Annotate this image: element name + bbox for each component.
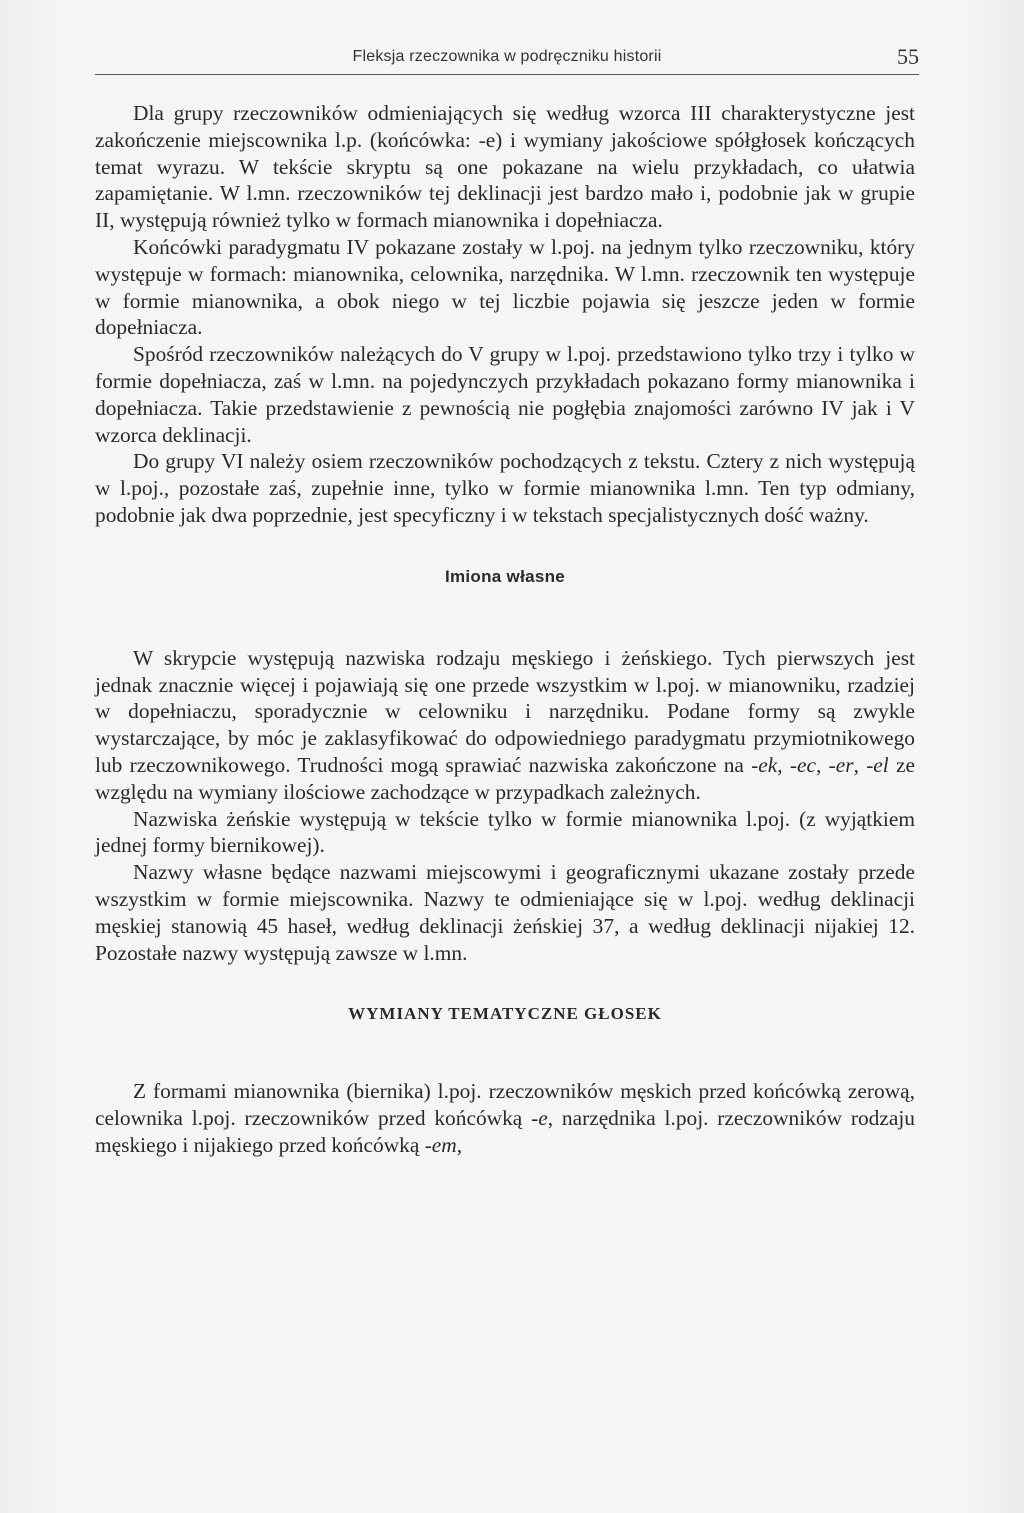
text-run: W skrypcie występują nazwiska rodzaju męskiego i żeńskiego. Tych pierwszych jest jednak znacznie więcej i pojawiają się one przede wszystkim w l.poj. w mianowniku, rzadziej w dopełniaczu, sporadycznie w celowniku i narzędniku. Podane formy są zwykle wystarczające, by móc je zaklasyfikować do odpowiedniego paradygmatu przymiotnikowego lub rzeczownikowego. Trudności mogą sprawiać nazwiska zakończone na [95, 645, 915, 777]
italic-suffix: -el [866, 752, 889, 777]
paragraph: Nazwy własne będące nazwami miejscowymi i geograficznymi ukazane zostały przede wszystkim w formie miejscownika. Nazwy te odmieniające się w l.poj. według deklinacji męskiej stanowią 45 haseł, według deklinacji żeńskiej 37, a według deklinacji nijakiej 12. Pozostałe nazwy występują zawsze w l.mn. [95, 860, 915, 965]
page-header [95, 46, 919, 75]
body-text [95, 100, 915, 1159]
text-run: ze względu na wymiany ilościowe zachodzące w przypadkach zależnych. [95, 752, 915, 804]
text-run: , [853, 752, 867, 777]
paragraph: Nazwiska żeńskie występują w tekście tylko w formie mianownika l.poj. (z wyjątkiem jednej formy biernikowej). [95, 806, 915, 858]
text-run: , [456, 1132, 463, 1157]
paragraph: Spośród rzeczowników należących do V grupy w l.poj. przedstawiono tylko trzy i tylko w formie dopełniacza, zaś w l.mn. na pojedynczych przykładach pokazano formy mianownika i dopełniacza. Takie przedstawienie z pewnością nie pogłębia znajomości zarówno IV jak i V wzorca deklinacji. [95, 342, 915, 447]
italic-suffix: -er [828, 752, 854, 777]
section-heading: Imiona własne [444, 566, 566, 586]
italic-ending: -em [424, 1132, 457, 1157]
italic-ending: -e [531, 1106, 548, 1131]
paragraph [95, 645, 915, 806]
text-run: Z formami mianownika (biernika) l.poj. rzeczowników męskich przed końcówką zerową, celownika l.poj. rzeczowników przed końcówką [95, 1079, 915, 1131]
subsection-heading: WYMIANY TEMATYCZNE GŁOSEK [348, 1004, 662, 1024]
text-run: , [816, 752, 829, 777]
running-title: Fleksja rzeczownika w podręczniku historii [352, 48, 662, 65]
paragraph: Do grupy VI należy osiem rzeczowników pochodzących z tekstu. Cztery z nich występują w l.poj., pozostałe zaś, zupełnie inne, tylko w formie mianownika l.mn. Ten typ odmiany, podobnie jak dwa poprzednie, jest specyficzny i w tekstach specjalistycznych dość ważny. [95, 449, 915, 527]
paragraph [95, 1078, 915, 1158]
text-run: , narzędnika l.poj. rzeczowników rodzaju męskiego i nijakiego przed końcówką [95, 1106, 915, 1157]
italic-suffix: -ek [751, 752, 778, 777]
italic-suffix: -ec [789, 752, 817, 777]
page-number: 55 [897, 44, 919, 69]
paragraph: Dla grupy rzeczowników odmieniających się według wzorca III charakterystyczne jest zakończenie miejscownika l.p. (końcówka: -e) i wymiany jakościowe spółgłosek kończących temat wyrazu. W tekście skryptu są one pokazane na wielu przykładach, co ułatwia zapamiętanie. W l.mn. rzeczowników tej deklinacji jest bardzo mało i, podobnie jak w grupie II, występują również tylko w formach mianownika i dopełniacza. [95, 101, 915, 233]
text-run: , [777, 752, 790, 777]
paragraph: Końcówki paradygmatu IV pokazane zostały w l.poj. na jednym tylko rzeczowniku, który występuje w formach: mianownika, celownika, narzędnika. W l.mn. rzeczownik ten występuje w formie mianownika, a obok niego w tej liczbie pojawia się jeszcze jeden w formie dopełniacza. [95, 234, 915, 340]
